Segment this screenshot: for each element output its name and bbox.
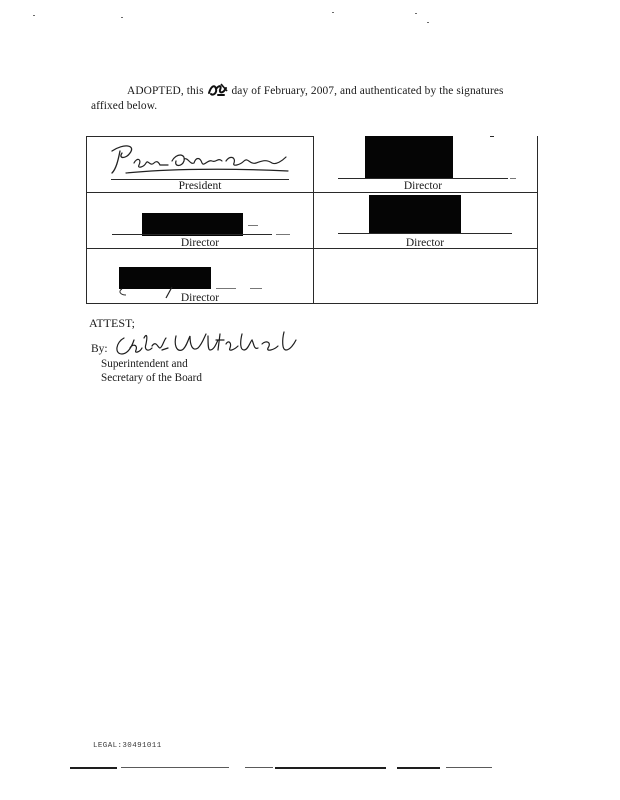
by-label: By: <box>91 343 108 355</box>
director-label: Director <box>180 237 220 249</box>
footer-rule <box>245 767 273 768</box>
scan-speck <box>332 12 334 13</box>
director-signature-line <box>112 234 272 235</box>
footer-rule <box>275 767 386 769</box>
director-cell <box>86 249 313 303</box>
signature-line-tail <box>248 225 258 226</box>
director-cell <box>314 136 537 192</box>
director-signature-line <box>216 288 236 289</box>
scan-speck <box>415 13 417 14</box>
director-signature-line <box>338 233 512 234</box>
footer-document-code: LEGAL:30491011 <box>93 742 162 750</box>
handwritten-day-mark <box>207 82 229 98</box>
table-bottom-border <box>86 303 538 304</box>
president-label: President <box>178 180 222 192</box>
footer-rule <box>70 767 117 769</box>
secretary-line: Secretary of the Board <box>101 372 202 384</box>
director-label: Director <box>403 180 443 192</box>
redacted-signature <box>369 195 461 234</box>
adoption-text-before: ADOPTED, this <box>127 85 204 97</box>
adoption-text-after: day of February, 2007, and authenticated by the signatures affixed below. <box>91 85 504 112</box>
scan-speck <box>427 22 429 23</box>
secretary-line: Superintendent and <box>101 358 188 370</box>
attest-heading: ATTEST; <box>89 316 136 330</box>
signature-line-tail <box>250 288 262 289</box>
president-cell <box>86 136 313 192</box>
scan-speck <box>33 15 35 16</box>
footer-rule <box>121 767 229 768</box>
redacted-signature <box>142 213 243 236</box>
secretary-title <box>101 357 202 385</box>
director-cell <box>314 193 537 248</box>
footer-rule <box>397 767 440 769</box>
signature-line-tail <box>276 234 290 235</box>
superintendent-signature <box>112 330 302 360</box>
signature-table <box>86 136 538 304</box>
redacted-signature <box>365 136 453 179</box>
empty-cell <box>314 249 537 303</box>
director-cell <box>86 193 313 248</box>
table-right-border <box>537 136 538 304</box>
scan-speck <box>121 17 123 18</box>
footer-rule <box>446 767 492 768</box>
adoption-statement <box>91 82 521 114</box>
director-label: Director <box>180 292 220 304</box>
signature-line-tail <box>510 178 516 179</box>
president-signature <box>106 139 296 177</box>
director-signature-line <box>338 178 508 179</box>
director-label: Director <box>405 237 445 249</box>
